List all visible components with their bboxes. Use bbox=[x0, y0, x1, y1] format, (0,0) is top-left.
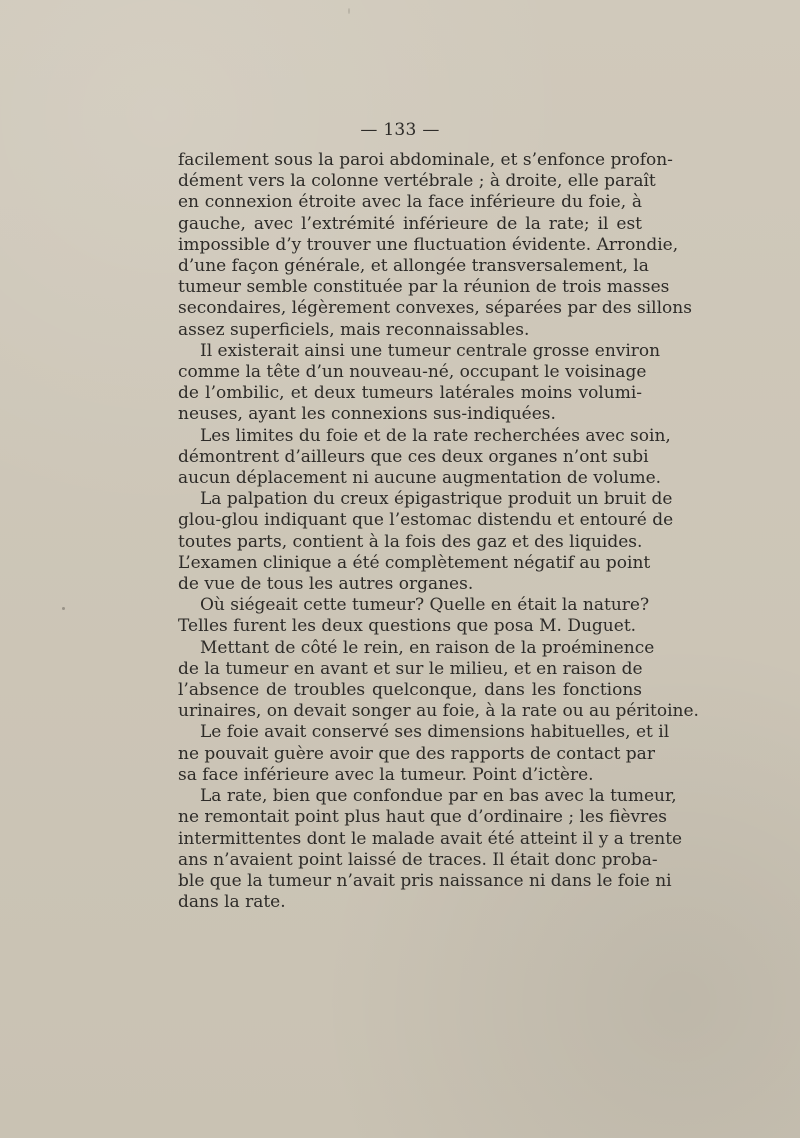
text-line: d’une façon générale, et allongée transversalement, la bbox=[178, 256, 649, 277]
text-line: L’examen clinique a été complètement négatif au point bbox=[178, 552, 651, 573]
text-line: Le foie avait conservé ses dimensions habituelles, et il bbox=[200, 722, 670, 743]
text-line: dans la rate. bbox=[178, 892, 286, 913]
text-line: ans n’avaient point laissé de traces. Il était donc proba- bbox=[178, 849, 658, 870]
page-number: — 133 — bbox=[360, 120, 440, 140]
text-line: La rate, bien que confondue par en bas avec la tumeur, bbox=[200, 786, 677, 807]
body-text bbox=[178, 150, 699, 913]
text-line: de l’ombilic, et deux tumeurs latérales moins volumi- bbox=[178, 383, 642, 404]
text-line: ne remontait point plus haut que d’ordinaire ; les fièvres bbox=[178, 807, 667, 828]
text-line: en connexion étroite avec la face inférieure du foie, à bbox=[178, 192, 642, 213]
text-line: ne pouvait guère avoir que des rapports de contact par bbox=[178, 743, 655, 764]
text-line: Les limites du foie et de la rate recherchées avec soin, bbox=[200, 425, 671, 446]
text-line: sa face inférieure avec la tumeur. Point d’ictère. bbox=[178, 764, 594, 785]
text-line: toutes parts, contient à la fois des gaz et des liquides. bbox=[178, 531, 643, 552]
text-line: neuses, ayant les connexions sus-indiquées. bbox=[178, 404, 556, 425]
text-line: Mettant de côté le rein, en raison de la proéminence bbox=[200, 637, 655, 658]
paper-speck bbox=[612, 347, 614, 349]
text-line: démontrent d’ailleurs que ces deux organes n’ont subi bbox=[178, 446, 649, 467]
text-line: glou-glou indiquant que l’estomac distendu et entouré de bbox=[178, 510, 674, 531]
text-line: urinaires, on devait songer au foie, à la rate ou au péritoine. bbox=[178, 701, 699, 722]
text-line: impossible d’y trouver une fluctuation évidente. Arrondie, bbox=[178, 234, 679, 255]
text-line: secondaires, légèrement convexes, séparées par des sillons bbox=[178, 298, 692, 319]
text-line: l’absence de troubles quelconque, dans les fonctions bbox=[178, 680, 642, 701]
text-line: ble que la tumeur n’avait pris naissance ni dans le foie ni bbox=[178, 870, 672, 891]
text-line: tumeur semble constituée par la réunion de trois masses bbox=[178, 277, 670, 298]
text-line: facilement sous la paroi abdominale, et s’enfonce profon- bbox=[178, 150, 673, 170]
text-line: gauche, avec l’extrémité inférieure de la rate; il est bbox=[178, 213, 642, 234]
text-line: Où siégeait cette tumeur? Quelle en était la nature? bbox=[200, 595, 650, 616]
paper-speck bbox=[348, 8, 350, 14]
text-line: de vue de tous les autres organes. bbox=[178, 574, 474, 595]
text-line: intermittentes dont le malade avait été atteint il y a trente bbox=[178, 828, 683, 849]
text-line: Il existerait ainsi une tumeur centrale grosse environ bbox=[200, 340, 661, 361]
text-line: La palpation du creux épigastrique produit un bruit de bbox=[200, 489, 673, 510]
text-line: dément vers la colonne vertébrale ; à droite, elle paraît bbox=[178, 171, 656, 192]
text-line: de la tumeur en avant et sur le milieu, et en raison de bbox=[178, 658, 643, 679]
text-line: Telles furent les deux questions que posa M. Duguet. bbox=[178, 616, 637, 637]
text-line: comme la tête d’un nouveau-né, occupant le voisinage bbox=[178, 362, 647, 383]
text-line: aucun déplacement ni aucune augmentation de volume. bbox=[178, 468, 662, 489]
paper-speck bbox=[62, 607, 65, 610]
text-line: assez superficiels, mais reconnaissables. bbox=[178, 319, 530, 340]
